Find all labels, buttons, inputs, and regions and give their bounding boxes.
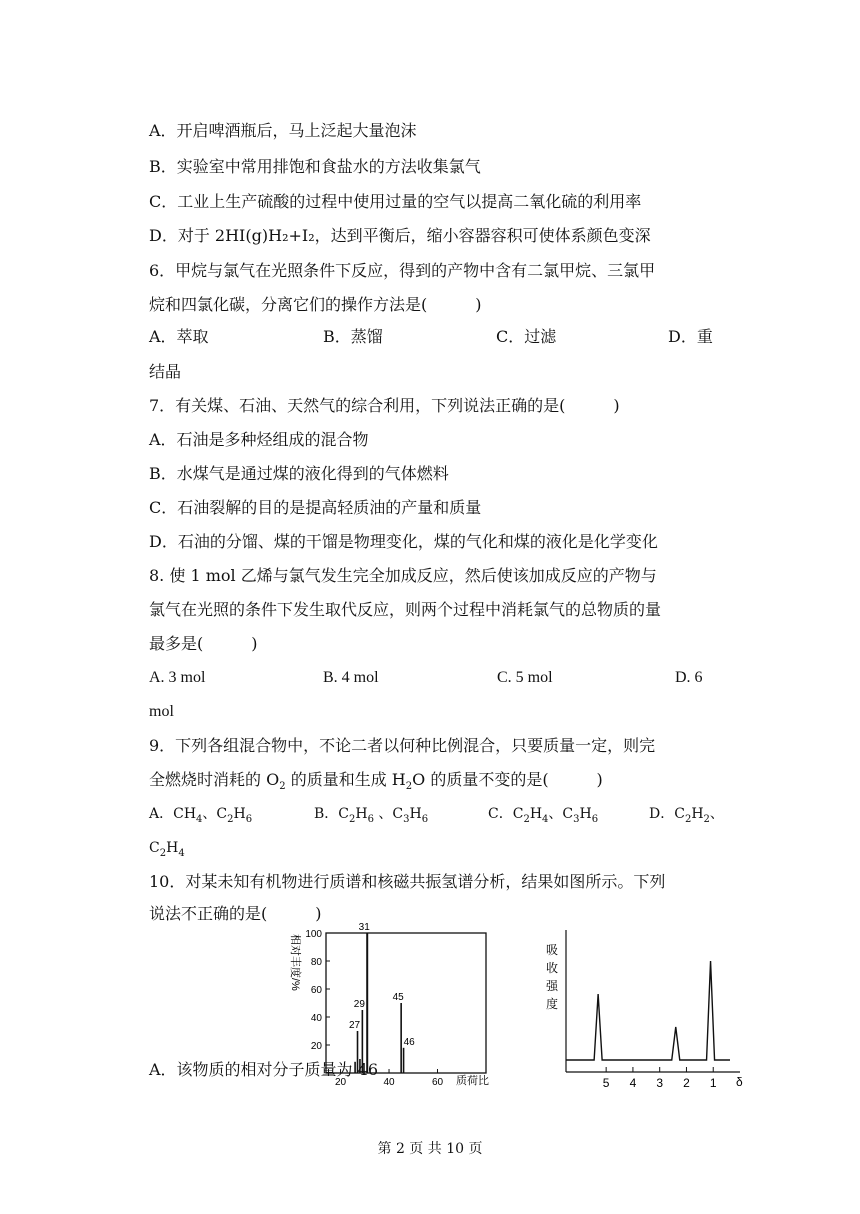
q9-b-h2: H xyxy=(409,806,422,822)
q9-b-sub3: 3 xyxy=(403,813,410,825)
q9-c-sub1: 2 xyxy=(523,813,530,825)
q7-option-c: C．石油裂解的目的是提高轻质油的产量和质量 xyxy=(149,498,482,517)
ms-ytick-label: 60 xyxy=(310,985,322,996)
nmr-xtick-label: 5 xyxy=(602,1076,610,1090)
q9-c-h2: H xyxy=(579,806,592,822)
q8-option-b: B. 4 mol xyxy=(323,669,379,686)
q9-c-mid: 、C xyxy=(548,806,574,822)
q9-option-b xyxy=(314,804,428,824)
q9-stem-line2 xyxy=(149,770,603,793)
q6-stem-line1: 6．甲烷与氯气在光照条件下反应，得到的产物中含有二氯甲烷、三氯甲 xyxy=(149,261,656,280)
ms-frame xyxy=(326,933,486,1073)
q8-stem-line3: 最多是( ) xyxy=(149,634,258,653)
q8-option-d-cont: mol xyxy=(149,703,174,720)
q9-c-sub4: 6 xyxy=(591,813,599,825)
ms-ytick-label: 100 xyxy=(305,929,322,940)
q9-a-sub3: 6 xyxy=(245,813,253,825)
q9-b-pre: B．C xyxy=(314,806,349,822)
q9-o2-sub: 2 xyxy=(279,781,286,793)
q8-option-c: C. 5 mol xyxy=(497,669,553,686)
ms-xlabel: 质荷比 xyxy=(456,1075,489,1087)
q6-stem-line2: 烷和四氯化碳，分离它们的操作方法是( ) xyxy=(149,295,482,314)
q9-c-h1: H xyxy=(529,806,543,822)
ms-peak-label: 46 xyxy=(403,1036,415,1048)
q10-option-a: A．该物质的相对分子质量为 46 xyxy=(149,1060,379,1079)
q9-d-mid: 、 xyxy=(709,806,724,822)
q5-equilibrium: H₂+I₂ xyxy=(268,226,315,245)
nmr-ylabel-3: 强 xyxy=(546,979,559,993)
ms-ytick-label: 40 xyxy=(310,1013,322,1024)
q9-a-sub1: 4 xyxy=(196,813,203,825)
ms-ytick-label: 80 xyxy=(310,957,322,968)
ms-xtick-label: 20 xyxy=(334,1077,347,1088)
q9-a-mid: 、C xyxy=(202,806,228,822)
q6-option-c: C．过滤 xyxy=(496,327,557,346)
q8-stem-line2: 氯气在光照的条件下发生取代反应，则两个过程中消耗氯气的总物质的量 xyxy=(149,600,662,619)
q8-option-d: D. 6 xyxy=(675,669,703,686)
q9-c-sub2: 4 xyxy=(542,813,549,825)
q9-d-cont-sub1: 2 xyxy=(159,847,167,859)
q9-d-h1: H xyxy=(691,806,704,822)
q9-a-sub2: 2 xyxy=(227,813,234,825)
q5-option-c: C．工业上生产硫酸的过程中使用过量的空气以提高二氧化硫的利用率 xyxy=(149,192,642,211)
q9-option-d xyxy=(649,804,724,824)
q9-b-sub1: 2 xyxy=(349,813,356,825)
q5-option-b: B．实验室中常用排饱和食盐水的方法收集氯气 xyxy=(149,157,481,176)
q9-a-pre: A．CH xyxy=(149,806,197,822)
q5-option-d xyxy=(149,226,651,246)
q7-option-d: D．石油的分馏、煤的干馏是物理变化，煤的气化和煤的液化是化学变化 xyxy=(149,532,658,551)
q9-line2-mid: 的质量和生成 H xyxy=(290,770,406,789)
nmr-ylabel-2: 收 xyxy=(546,961,559,975)
q9-h2o-sub: 2 xyxy=(405,781,413,793)
q10-stem-line1: 10．对某未知有机物进行质谱和核磁共振氢谱分析，结果如图所示。下列 xyxy=(149,872,666,891)
q9-b-sub4: 6 xyxy=(421,813,429,825)
nmr-xtick-label: 4 xyxy=(629,1076,637,1090)
q5-option-d-suffix: ，达到平衡后，缩小容器容积可使体系颜色变深 xyxy=(314,226,651,245)
q8-stem-line1: 8. 使 1 mol 乙烯与氯气发生完全加成反应，然后使该加成反应的产物与 xyxy=(149,566,657,585)
q9-c-sub3: 3 xyxy=(573,813,580,825)
nmr-xtick-label: 1 xyxy=(709,1076,717,1090)
q9-b-h1: H xyxy=(355,806,368,822)
ms-peak-label: 27 xyxy=(348,1020,361,1031)
ms-peak-label: 31 xyxy=(358,922,370,933)
q9-b-mid: 、C xyxy=(373,806,404,822)
q7-stem: 7．有关煤、石油、天然气的综合利用，下列说法正确的是( ) xyxy=(149,396,620,415)
q9-option-a xyxy=(149,804,252,824)
nmr-xtick-label: 3 xyxy=(656,1076,664,1090)
q9-c-pre: C．C xyxy=(488,806,524,822)
q6-option-d-cont: 结晶 xyxy=(149,362,182,381)
q9-line2-pre: 全燃烧时消耗的 O xyxy=(149,770,280,789)
ms-peak-label: 45 xyxy=(392,992,404,1003)
q9-d-pre: D．C xyxy=(649,806,685,822)
ms-ylabel: 相对丰度/% xyxy=(289,934,301,991)
nmr-ylabel-1: 吸 xyxy=(546,943,559,957)
q7-option-b: B．水煤气是通过煤的液化得到的气体燃料 xyxy=(149,464,449,483)
nmr-ylabel-4: 度 xyxy=(546,997,559,1011)
q9-d-cont-c: C xyxy=(149,840,160,856)
nmr-spectrum-line xyxy=(566,961,730,1060)
ms-ytick-label: 20 xyxy=(310,1041,322,1052)
q5-option-a: A．开启啤酒瓶后，马上泛起大量泡沫 xyxy=(149,121,417,140)
ms-peak-label: 29 xyxy=(353,999,365,1010)
q9-d-sub1: 2 xyxy=(684,813,692,825)
q8-option-a: A. 3 mol xyxy=(149,669,206,686)
ms-xtick-label: 60 xyxy=(431,1077,444,1088)
q5-option-d-prefix: D．对于 2HI(g) xyxy=(149,226,269,245)
nmr-xtick-label: 2 xyxy=(683,1076,690,1090)
q6-option-d: D．重 xyxy=(668,327,713,346)
q9-d-cont-sub2: 4 xyxy=(178,847,185,859)
q9-d-cont-h: H xyxy=(166,840,179,856)
q9-stem-line1: 9．下列各组混合物中，不论二者以何种比例混合，只要质量一定，则完 xyxy=(149,736,656,755)
q9-line2-mid2: O 的质量不变的是( ) xyxy=(412,770,603,789)
nmr-xlabel: δ xyxy=(736,1075,743,1089)
q7-option-a: A．石油是多种烃组成的混合物 xyxy=(149,430,369,449)
ms-xtick-label: 40 xyxy=(383,1077,395,1088)
q9-d-sub2: 2 xyxy=(703,813,710,825)
q10-stem-line2: 说法不正确的是( ) xyxy=(149,904,322,923)
page-footer: 第 2 页 共 10 页 xyxy=(377,1141,483,1157)
nmr-chart xyxy=(540,930,755,1090)
q6-option-a: A．萃取 xyxy=(149,327,209,346)
q9-option-c xyxy=(488,804,598,824)
q6-option-b: B．蒸馏 xyxy=(323,327,383,346)
q9-a-h: H xyxy=(233,806,246,822)
q9-b-sub2: 6 xyxy=(367,813,374,825)
q9-option-d-cont xyxy=(149,838,185,858)
